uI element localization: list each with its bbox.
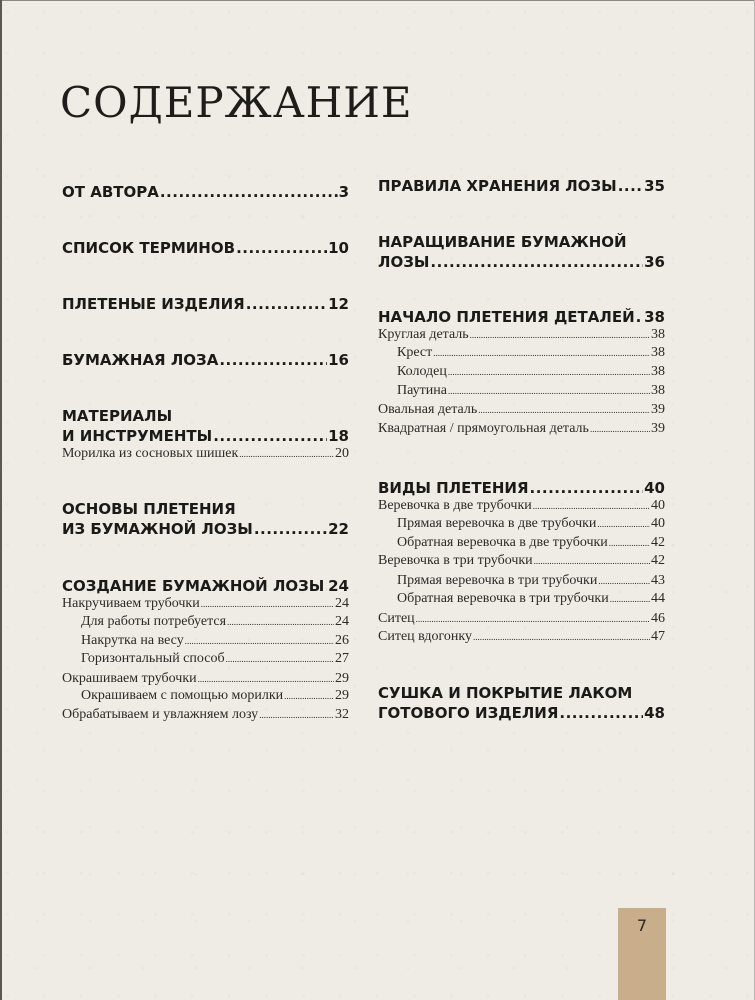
dot-leader xyxy=(254,519,327,539)
toc-line xyxy=(62,445,349,463)
toc-subsubsection[interactable] xyxy=(378,572,665,590)
toc-line xyxy=(397,590,665,608)
toc-line xyxy=(378,420,665,438)
toc-line xyxy=(378,252,665,272)
toc-line xyxy=(62,706,349,724)
toc-title: Накрутка на весу xyxy=(81,633,184,648)
toc-title: ПЛЕТЕНЫЕ ИЗДЕЛИЯ xyxy=(62,295,245,313)
toc-title: Обратная веревочка в две трубочки xyxy=(397,535,608,550)
toc-line xyxy=(62,519,349,539)
toc-page-number: 10 xyxy=(328,239,349,257)
toc-line xyxy=(397,534,665,552)
toc-subsubsection[interactable] xyxy=(378,534,665,552)
toc-line xyxy=(62,595,349,613)
toc-section[interactable] xyxy=(378,478,665,498)
top-border xyxy=(0,0,755,1)
toc-title-line: НАРАЩИВАНИЕ БУМАЖНОЙ xyxy=(378,233,627,251)
toc-line xyxy=(81,650,349,668)
toc-title: Ситец xyxy=(378,611,415,626)
toc-title: Паутина xyxy=(397,383,447,398)
dot-leader xyxy=(473,628,650,646)
toc-title: Овальная деталь xyxy=(378,402,478,417)
toc-subsubsection[interactable] xyxy=(62,613,349,631)
toc-line xyxy=(62,576,349,596)
dot-leader xyxy=(610,590,650,608)
toc-title: И ИНСТРУМЕНТЫ xyxy=(62,427,213,445)
dot-leader xyxy=(470,326,650,344)
toc-section[interactable] xyxy=(62,182,349,202)
dot-leader xyxy=(448,363,650,381)
toc-page-number: 36 xyxy=(644,253,665,271)
toc-title: ЛОЗЫ xyxy=(378,253,430,271)
toc-title: СОЗДАНИЕ БУМАЖНОЙ ЛОЗЫ xyxy=(62,577,325,595)
toc-title: Ситец вдогонку xyxy=(378,629,473,644)
toc-page-number: 16 xyxy=(328,351,349,369)
toc-title: Прямая веревочка в три трубочки xyxy=(397,573,598,588)
dot-leader xyxy=(226,650,334,668)
dot-leader xyxy=(618,176,643,196)
toc-line xyxy=(397,382,665,400)
toc-title-line: СУШКА И ПОКРЫТИЕ ЛАКОМ xyxy=(378,684,633,702)
dot-leader xyxy=(227,613,334,631)
toc-subsection[interactable] xyxy=(378,401,665,419)
toc-subsubsection[interactable] xyxy=(62,632,349,650)
toc-title: ГОТОВОГО ИЗДЕЛИЯ xyxy=(378,704,559,722)
toc-line xyxy=(81,687,349,705)
toc-subsubsection[interactable] xyxy=(378,344,665,362)
toc-section[interactable] xyxy=(62,576,349,596)
toc-page-number: 42 xyxy=(651,553,665,568)
toc-line xyxy=(378,497,665,515)
dot-leader xyxy=(430,252,643,272)
toc-title: Веревочка в три трубочки xyxy=(378,553,533,568)
toc-page-number: 38 xyxy=(651,383,665,398)
dot-leader xyxy=(478,401,650,419)
toc-subsubsection[interactable] xyxy=(378,590,665,608)
dot-leader xyxy=(609,534,650,552)
toc-line xyxy=(62,182,349,202)
dot-leader xyxy=(284,687,334,705)
toc-page-number: 35 xyxy=(644,177,665,195)
toc-title: Колодец xyxy=(397,364,447,379)
toc-page-number: 12 xyxy=(328,295,349,313)
toc-page-number: 40 xyxy=(651,498,665,513)
toc-section[interactable] xyxy=(62,406,349,446)
toc-subsection[interactable] xyxy=(378,326,665,344)
toc-page-number: 24 xyxy=(335,596,349,611)
dot-leader xyxy=(597,515,650,533)
toc-page-number: 29 xyxy=(335,688,349,703)
toc-page-number: 24 xyxy=(328,577,349,595)
toc-line xyxy=(378,703,665,723)
toc-line xyxy=(62,426,349,446)
dot-leader xyxy=(201,595,334,613)
toc-line xyxy=(378,552,665,570)
toc-section[interactable] xyxy=(378,683,665,723)
toc-subsection[interactable] xyxy=(378,552,665,570)
toc-line xyxy=(378,326,665,344)
toc-page-number: 40 xyxy=(651,516,665,531)
dot-leader xyxy=(198,670,334,688)
dot-leader xyxy=(559,703,643,723)
toc-line xyxy=(397,515,665,533)
toc-line xyxy=(397,344,665,362)
toc-line xyxy=(62,670,349,688)
toc-line xyxy=(62,350,349,370)
toc-subsection[interactable] xyxy=(62,670,349,688)
page-number: 7 xyxy=(636,916,648,935)
toc-title: Для работы потребуется xyxy=(81,614,227,629)
toc-title-line: ОСНОВЫ ПЛЕТЕНИЯ xyxy=(62,500,236,518)
toc-page-number: 38 xyxy=(651,327,665,342)
page-title: СОДЕРЖАНИЕ xyxy=(60,78,413,127)
toc-line xyxy=(378,610,665,628)
toc-title: Окрашиваем трубочки xyxy=(62,671,197,686)
dot-leader xyxy=(590,420,650,438)
toc-page-number: 47 xyxy=(651,629,665,644)
toc-line xyxy=(81,632,349,650)
toc-page-number: 20 xyxy=(335,446,349,461)
toc-page-number: 32 xyxy=(335,707,349,722)
toc-subsubsection[interactable] xyxy=(378,363,665,381)
dot-leader xyxy=(533,497,650,515)
toc-title: Накручиваем трубочки xyxy=(62,596,200,611)
toc-subsection[interactable] xyxy=(62,445,349,463)
dot-leader xyxy=(219,350,327,370)
toc-page-number: 27 xyxy=(335,651,349,666)
toc-title: ВИДЫ ПЛЕТЕНИЯ xyxy=(378,479,529,497)
toc-subsubsection[interactable] xyxy=(62,687,349,705)
toc-title: Крест xyxy=(397,345,433,360)
toc-subsection[interactable] xyxy=(62,595,349,613)
toc-page-number: 24 xyxy=(335,614,349,629)
toc-line xyxy=(397,363,665,381)
dot-leader xyxy=(530,478,644,498)
toc-subsubsection[interactable] xyxy=(378,515,665,533)
toc-page-number: 3 xyxy=(338,183,349,201)
toc-title: Морилка из сосновых шишек xyxy=(62,446,239,461)
toc-title: ОТ АВТОРА xyxy=(62,183,159,201)
toc-line xyxy=(397,572,665,590)
toc-line xyxy=(378,628,665,646)
toc-section[interactable] xyxy=(378,232,665,272)
dot-leader xyxy=(246,294,327,314)
toc-title-line: МАТЕРИАЛЫ xyxy=(62,407,173,425)
toc-page-number: 22 xyxy=(328,520,349,538)
toc-section[interactable] xyxy=(378,307,665,327)
toc-page-number: 46 xyxy=(651,611,665,626)
dot-leader xyxy=(213,426,327,446)
dot-leader xyxy=(433,344,650,362)
toc-title: Обратная веревочка в три трубочки xyxy=(397,591,609,606)
dot-leader xyxy=(534,552,650,570)
dot-leader xyxy=(416,610,650,628)
toc-subsection[interactable] xyxy=(378,610,665,628)
toc-section[interactable] xyxy=(62,294,349,314)
toc-title: ИЗ БУМАЖНОЙ ЛОЗЫ xyxy=(62,520,253,538)
dot-leader xyxy=(185,632,334,650)
toc-line xyxy=(81,613,349,631)
toc-page-number: 42 xyxy=(651,535,665,550)
toc-title: Горизонтальный способ xyxy=(81,651,225,666)
toc-line xyxy=(62,294,349,314)
toc-section[interactable] xyxy=(62,238,349,258)
toc-page-number: 38 xyxy=(651,345,665,360)
toc-title: Окрашиваем с помощью морилки xyxy=(81,688,284,703)
toc-title: Квадратная / прямоугольная деталь xyxy=(378,421,589,436)
toc-line xyxy=(378,307,665,327)
toc-line xyxy=(378,401,665,419)
toc-section[interactable] xyxy=(62,499,349,539)
toc-page-number: 48 xyxy=(644,704,665,722)
toc-subsection[interactable] xyxy=(378,628,665,646)
toc-page-number: 29 xyxy=(335,671,349,686)
dot-leader xyxy=(259,706,334,724)
page-number-tab xyxy=(618,908,666,1000)
toc-page-number: 39 xyxy=(651,421,665,436)
toc-title: Обрабатываем и увлажняем лозу xyxy=(62,707,259,722)
toc-line xyxy=(378,176,665,196)
toc-subsubsection[interactable] xyxy=(62,650,349,668)
toc-title: ПРАВИЛА ХРАНЕНИЯ ЛОЗЫ xyxy=(378,177,617,195)
toc-subsection[interactable] xyxy=(378,497,665,515)
toc-title: Круглая деталь xyxy=(378,327,469,342)
toc-page-number: 44 xyxy=(651,591,665,606)
toc-page-number: 38 xyxy=(644,308,665,326)
toc-title: НАЧАЛО ПЛЕТЕНИЯ ДЕТАЛЕЙ xyxy=(378,308,635,326)
toc-page-number: 18 xyxy=(328,427,349,445)
toc-section[interactable] xyxy=(378,176,665,196)
dot-leader xyxy=(239,445,334,463)
toc-page-number: 26 xyxy=(335,633,349,648)
toc-page-number: 38 xyxy=(651,364,665,379)
toc-line xyxy=(62,238,349,258)
toc-section[interactable] xyxy=(62,350,349,370)
toc-page-number: 39 xyxy=(651,402,665,417)
dot-leader xyxy=(325,576,327,596)
toc-subsubsection[interactable] xyxy=(378,382,665,400)
toc-title: Веревочка в две трубочки xyxy=(378,498,532,513)
toc-page-number: 40 xyxy=(644,479,665,497)
dot-leader xyxy=(448,382,650,400)
dot-leader xyxy=(236,238,327,258)
toc-line xyxy=(378,478,665,498)
toc-title: СПИСОК ТЕРМИНОВ xyxy=(62,239,236,257)
toc-subsection[interactable] xyxy=(378,420,665,438)
dot-leader xyxy=(160,182,338,202)
toc-title: БУМАЖНАЯ ЛОЗА xyxy=(62,351,219,369)
toc-subsection[interactable] xyxy=(62,706,349,724)
toc-title: Прямая веревочка в две трубочки xyxy=(397,516,597,531)
dot-leader xyxy=(598,572,650,590)
dot-leader xyxy=(636,307,643,327)
left-border xyxy=(0,0,2,1000)
toc-page-number: 43 xyxy=(651,573,665,588)
